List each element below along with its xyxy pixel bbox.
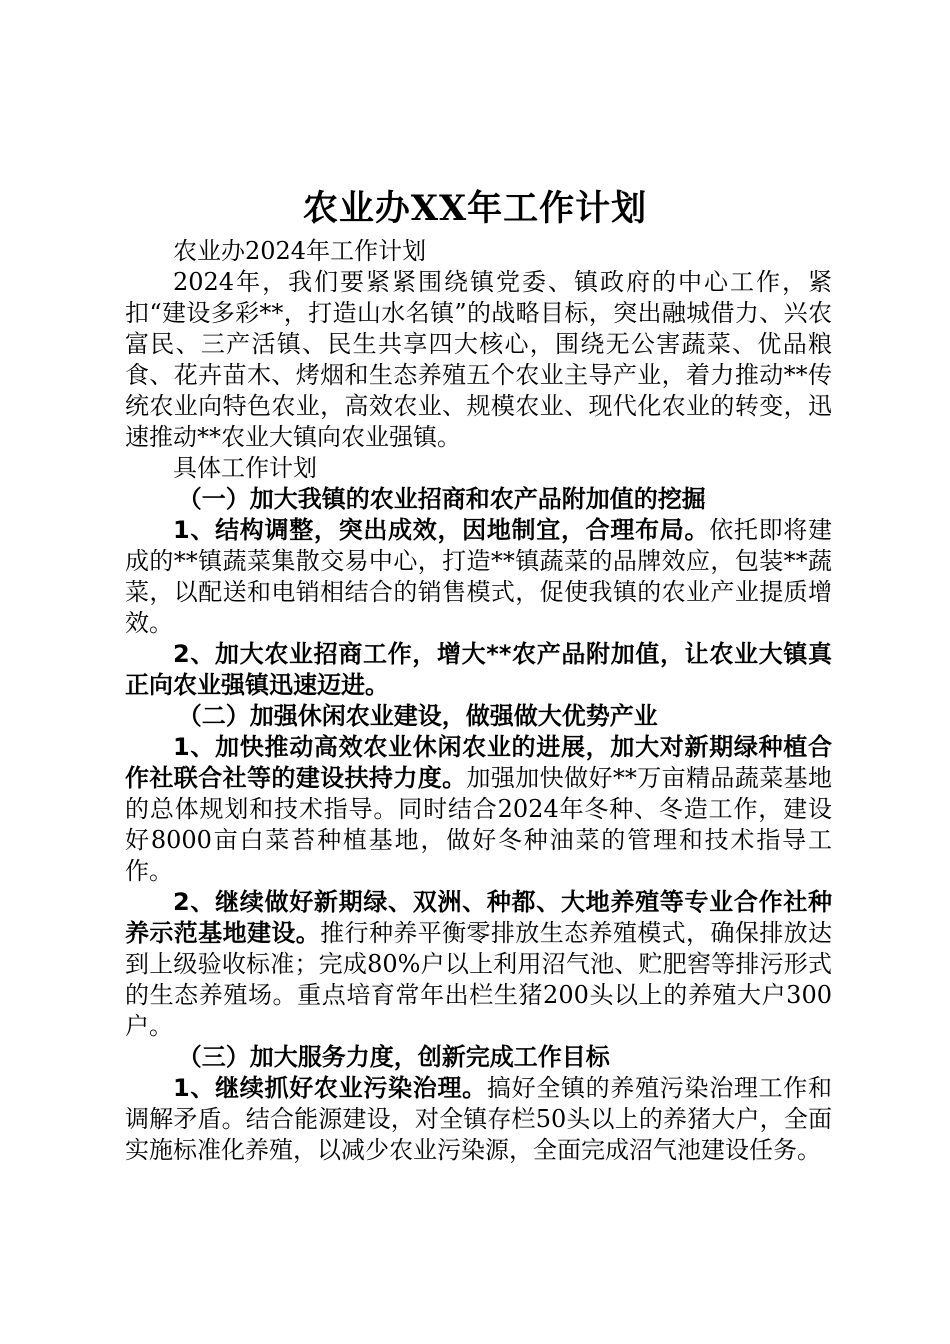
item-lead: 1、加快推动高效农业休闲农业的进展，加大对新期绿种植合作社联合社等的建设扶持力度。 xyxy=(125,733,832,792)
section-heading: （三）加大服务力度，创新完成工作目标 xyxy=(177,1043,610,1071)
section-item xyxy=(125,515,832,639)
document-body xyxy=(125,236,832,1166)
intro-line: 农业办2024年工作计划 xyxy=(173,237,427,265)
item-lead: 2、继续做好新期绿、双洲、种都、大地养殖等专业合作社种养示范基地建设。 xyxy=(125,888,832,947)
item-body: 推行种养平衡零排放生态养殖模式，确保排放达到上级验收标准；完成80%户以上利用沼气池、贮肥窖等排污形式的生态养殖场。重点培育常年出栏生猪200头以上的养殖大户300户。 xyxy=(125,919,833,1040)
item-body: 依托即将建成的**镇蔬菜集散交易中心，打造**镇蔬菜的品牌效应，包装**蔬菜，以配送和电销相结合的销售模式，促使我镇的农业产业提质增效。 xyxy=(125,516,833,637)
section-heading: （一）加大我镇的农业招商和农产品附加值的挖掘 xyxy=(177,485,706,513)
section-item xyxy=(125,1073,832,1166)
section-item xyxy=(125,732,832,887)
item-lead: 2、加大农业招商工作，增大**农产品附加值，让农业大镇真正向农业强镇迅速迈进。 xyxy=(125,640,832,699)
item-lead: 1、结构调整，突出成效，因地制宜，合理布局。 xyxy=(173,516,710,544)
section-heading: （二）加强休闲农业建设，做强做大优势产业 xyxy=(177,702,658,730)
section-item xyxy=(125,887,832,1042)
section-item xyxy=(125,639,832,701)
plan-label: 具体工作计划 xyxy=(173,454,317,482)
item-body: 加强加快做好**万亩精品蔬菜基地的总体规划和技术指导。同时结合2024年冬种、冬造工作，建设好8000亩白菜苔种植基地，做好冬种油菜的管理和技术指导工作。 xyxy=(125,764,832,885)
item-body: 搞好全镇的养殖污染治理工作和调解矛盾。结合能源建设，对全镇存栏50头以上的养猪大户，全面实施标准化养殖，以减少农业污染源，全面完成沼气池建设任务。 xyxy=(125,1074,833,1164)
item-lead: 1、继续抓好农业污染治理。 xyxy=(173,1074,487,1102)
intro-paragraph: 2024年，我们要紧紧围绕镇党委、镇政府的中心工作，紧扣“建设多彩**，打造山水名镇”的战略目标，突出融城借力、兴农富民、三产活镇、民生共享四大核心，围绕无公害蔬菜、优品粮食、花卉苗木、烤烟和生态养殖五个农业主导产业，着力推动**传统农业向特色农业，高效农业、规模农业、现代化农业的转变，迅速推动**农业大镇向农业强镇。 xyxy=(125,268,832,451)
document-title: 农业办XX年工作计划 xyxy=(302,188,648,229)
